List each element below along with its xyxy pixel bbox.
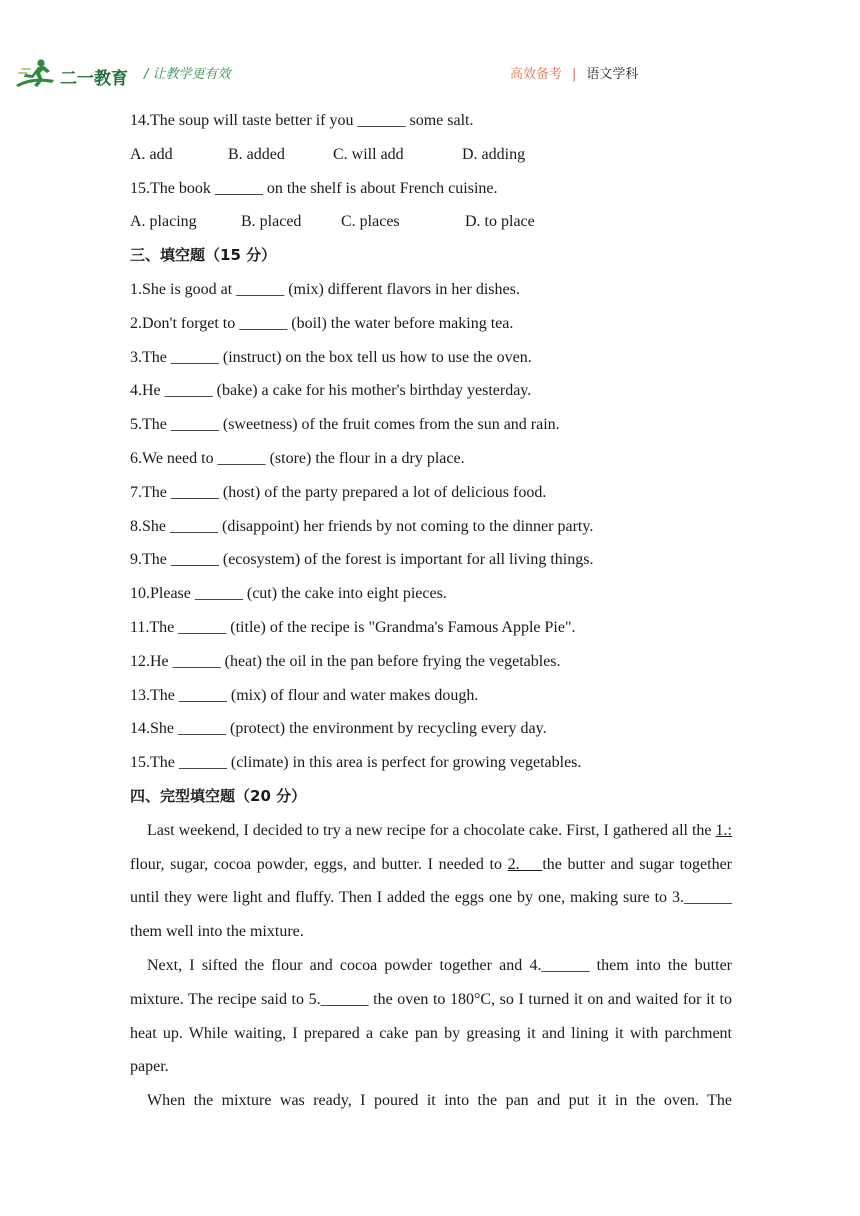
cloze-blank-1: 1.: xyxy=(715,821,732,839)
exam-label: 高效备考 xyxy=(510,67,563,82)
cloze-text: Last weekend, I decided to try a new recipe for a chocolate cake. First, I gathered all the xyxy=(147,821,716,839)
section-title-fill: 三、填空题（15 分） xyxy=(130,246,277,265)
fill-item: 13.The ______ (mix) of flour and water makes dough. xyxy=(130,686,479,704)
subject-label: 语文学科 xyxy=(586,67,639,82)
question-14-stem: 14.The soup will taste better if you ______ some salt. xyxy=(130,112,474,129)
logo xyxy=(14,58,126,90)
runner-logo-icon xyxy=(14,58,60,90)
option-a: A. placing xyxy=(130,213,197,231)
fill-item: 7.The ______ (host) of the party prepared a lot of delicious food. xyxy=(130,483,547,501)
fill-item: 3.The ______ (instruct) on the box tell us how to use the oven. xyxy=(130,348,532,366)
worksheet-content xyxy=(130,104,732,1118)
fill-item: 11.The ______ (title) of the recipe is "Grandma's Famous Apple Pie". xyxy=(130,618,576,636)
fill-item: 14.She ______ (protect) the environment by recycling every day. xyxy=(130,720,547,738)
option-b: B. placed xyxy=(241,213,302,231)
option-a: A. add xyxy=(130,145,173,163)
option-c: C. places xyxy=(341,213,400,231)
logo-text: 二一教育 xyxy=(60,69,128,89)
cloze-text: flour, sugar, cocoa powder, eggs, and butter. I needed to xyxy=(130,855,508,873)
slogan: / 让教学更有效 xyxy=(144,67,231,82)
question-15-stem: 15.The book ______ on the shelf is about French cuisine. xyxy=(130,179,498,197)
cloze-paragraph-1 xyxy=(130,814,732,949)
section-title-cloze: 四、完型填空题（20 分） xyxy=(130,786,307,805)
cloze-blank-2: 2. xyxy=(507,855,543,873)
page-header xyxy=(0,0,860,96)
option-c: C. will add xyxy=(333,145,404,163)
option-d: D. adding xyxy=(462,145,526,163)
question-14-options xyxy=(130,138,732,172)
header-divider: | xyxy=(572,67,577,82)
fill-item: 1.She is good at ______ (mix) different flavors in her dishes. xyxy=(130,280,520,298)
fill-item: 2.Don't forget to ______ (boil) the water before making tea. xyxy=(130,314,514,332)
fill-item: 8.She ______ (disappoint) her friends by not coming to the dinner party. xyxy=(130,517,594,535)
fill-item: 10.Please ______ (cut) the cake into eight pieces. xyxy=(130,585,447,603)
fill-item: 15.The ______ (climate) in this area is perfect for growing vegetables. xyxy=(130,754,582,772)
fill-item: 5.The ______ (sweetness) of the fruit comes from the sun and rain. xyxy=(130,416,560,434)
option-b: B. added xyxy=(228,145,285,163)
cloze-paragraph-2: Next, I sifted the flour and cocoa powder together and 4.______ them into the butter mixture. The recipe said to 5.______ the oven to 180°C, so I turned it on and waited for it to heat up. While waiting, I prepared a cake pan by greasing it and lining it with parchment paper. xyxy=(130,956,732,1076)
question-15-options xyxy=(130,205,732,239)
fill-item: 12.He ______ (heat) the oil in the pan before frying the vegetables. xyxy=(130,652,561,670)
cloze-text: the butter and sugar together until they were light and fluffy. Then I added the eggs one by one, making sure to 3.______ them well into the mixture. xyxy=(130,855,732,941)
cloze-paragraph-3: When the mixture was ready, I poured it into the pan and put it in the oven. The xyxy=(147,1092,732,1110)
option-d: D. to place xyxy=(465,213,535,231)
fill-item: 6.We need to ______ (store) the flour in a dry place. xyxy=(130,449,465,467)
fill-item: 9.The ______ (ecosystem) of the forest is important for all living things. xyxy=(130,551,594,569)
header-right xyxy=(510,63,638,82)
fill-item: 4.He ______ (bake) a cake for his mother's birthday yesterday. xyxy=(130,382,532,400)
